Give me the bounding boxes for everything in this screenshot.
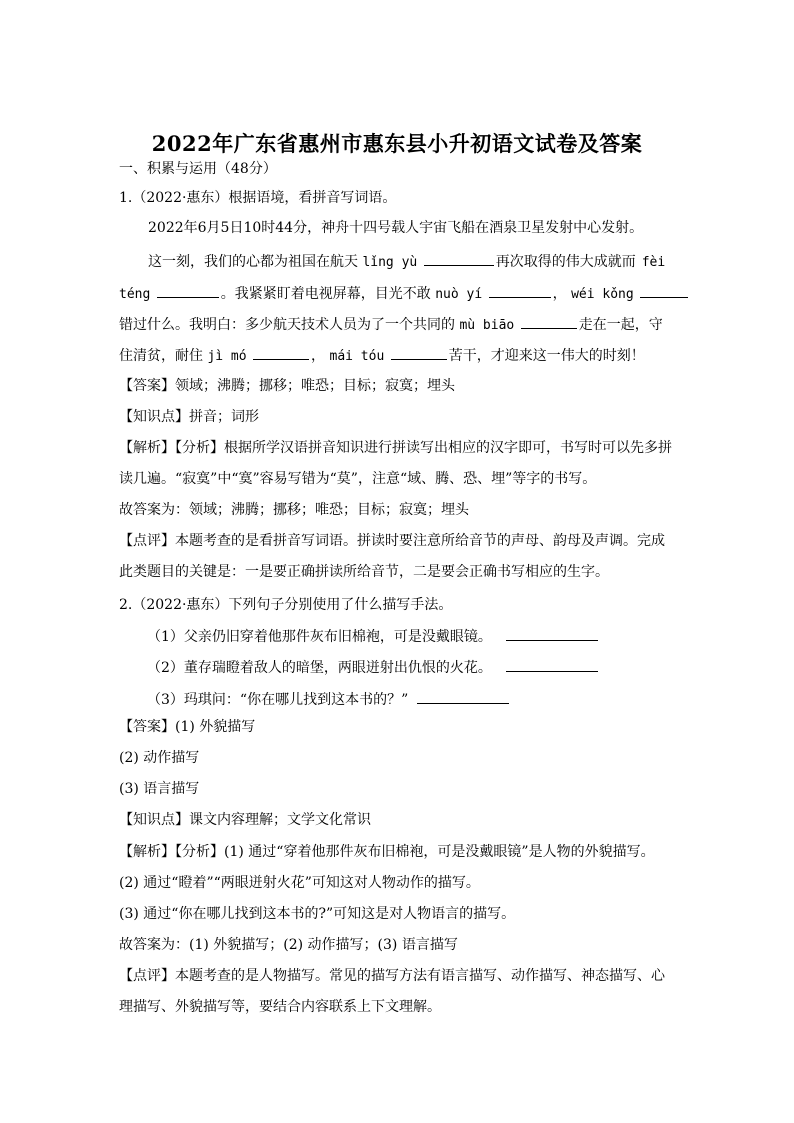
question-1-comment: 此类题目的关键是：一是要正确拼读所给音节，二是要会正确书写相应的生字。	[119, 564, 609, 580]
question-1-passage-line	[119, 345, 679, 366]
pinyin-hint: fèi	[641, 255, 666, 270]
pinyin-hint: mái tóu	[329, 349, 385, 364]
passage-text: 走在一起，守	[578, 317, 663, 333]
answer-blank[interactable]	[417, 689, 509, 704]
question-2-analysis: 【解析】【分析】(1) 通过“穿着他那件灰布旧棉袍，可是没戴眼镜”是人物的外貌描写。	[119, 844, 655, 860]
sentence-text: （3）玛琪问：“你在哪儿找到这本书的？”	[147, 692, 409, 708]
passage-text: ，	[311, 348, 326, 364]
question-2-final-answer: 故答案为：(1) 外貌描写；(2) 动作描写；(3) 语言描写	[119, 937, 458, 953]
question-1-analysis: 读几遍。“寂寞”中“寞”容易写错为“莫”，注意“域、腾、恐、埋”等字的书写。	[119, 471, 597, 487]
question-1-stem: 1.（2022·惠东）根据语境，看拼音写词语。	[119, 190, 397, 206]
pinyin-hint: téng	[119, 287, 151, 302]
question-1-answer: 【答案】领域；沸腾；挪移；唯恐；目标；寂寞；埋头	[119, 378, 455, 394]
answer-blank[interactable]	[506, 657, 598, 672]
question-1-passage-line: 2022年6月5日10时44分，神舟十四号载人宇宙飞船在酒泉卫星发射中心发射。	[148, 220, 644, 236]
pinyin-hint: lǐng yù	[362, 255, 418, 270]
question-2-stem: 2.（2022·惠东）下列句子分别使用了什么描写手法。	[119, 597, 453, 613]
pinyin-hint: mù biāo	[459, 318, 515, 333]
passage-text: ，	[552, 286, 567, 302]
passage-text: 苦干，才迎来这一伟大的时刻！	[448, 348, 645, 364]
question-2-sentence	[147, 626, 707, 646]
pinyin-hint: nuò yí	[435, 287, 483, 302]
passage-text: 错过什么。我明白：多少航天技术人员为了一个共同的	[119, 317, 455, 333]
question-2-answer: (3) 语言描写	[119, 781, 200, 797]
answer-blank[interactable]	[521, 314, 577, 329]
question-2-comment: 【点评】本题考查的是人物描写。常见的描写方法有语言描写、动作描写、神态描写、心	[119, 968, 665, 984]
question-2-answer: 【答案】(1) 外貌描写	[119, 719, 256, 735]
question-1-comment: 【点评】本题考查的是看拼音写词语。拼读时要注意所给音节的声母、韵母及声调。完成	[119, 533, 665, 549]
passage-text: 住清贫，耐住	[119, 348, 203, 364]
passage-text: 这一刻，我们的心都为祖国在航天	[148, 254, 358, 270]
passage-text: 。我紧紧盯着电视屏幕，目光不敢	[220, 286, 431, 302]
answer-blank[interactable]	[253, 345, 309, 360]
section-heading: 一、积累与运用（48分）	[119, 161, 277, 177]
question-1-passage-line	[119, 283, 679, 304]
page-title: 2022年广东省惠州市惠东县小升初语文试卷及答案	[151, 131, 643, 156]
pinyin-hint: jì mó	[207, 349, 247, 364]
answer-blank[interactable]	[391, 345, 447, 360]
question-2-analysis: (3) 通过“你在哪儿找到这本书的?”可知这是对人物语言的描写。	[119, 906, 516, 922]
pinyin-hint: wéi kǒng	[571, 287, 634, 302]
question-2-sentence	[147, 657, 707, 677]
question-2-answer: (2) 动作描写	[119, 750, 200, 766]
sentence-text: （2）董存瑞瞪着敌人的暗堡，两眼迸射出仇恨的火花。	[147, 660, 492, 676]
question-2-comment: 理描写、外貌描写等，要结合内容联系上下文理解。	[119, 999, 441, 1015]
question-2-knowledge-point: 【知识点】课文内容理解；文学文化常识	[119, 812, 371, 828]
answer-blank[interactable]	[506, 626, 598, 641]
question-2-sentence	[147, 689, 707, 709]
answer-blank[interactable]	[424, 251, 494, 266]
question-1-knowledge-point: 【知识点】拼音；词形	[119, 409, 259, 425]
question-1-passage-line	[119, 314, 679, 335]
answer-blank[interactable]	[489, 283, 551, 298]
question-2-analysis: (2) 通过“瞪着”“两眼迸射火花”可知这对人物动作的描写。	[119, 875, 480, 891]
answer-blank[interactable]	[640, 283, 688, 298]
question-1-analysis: 【解析】【分析】根据所学汉语拼音知识进行拼读写出相应的汉字即可，书写时可以先多拼	[119, 440, 672, 456]
passage-text: 再次取得的伟大成就而	[495, 254, 636, 270]
sentence-text: （1）父亲仍旧穿着他那件灰布旧棉袍，可是没戴眼镜。	[147, 629, 492, 645]
question-1-passage-line	[148, 251, 708, 272]
question-1-final-answer: 故答案为：领域；沸腾；挪移；唯恐；目标；寂寞；埋头	[119, 502, 469, 518]
answer-blank[interactable]	[157, 283, 219, 298]
